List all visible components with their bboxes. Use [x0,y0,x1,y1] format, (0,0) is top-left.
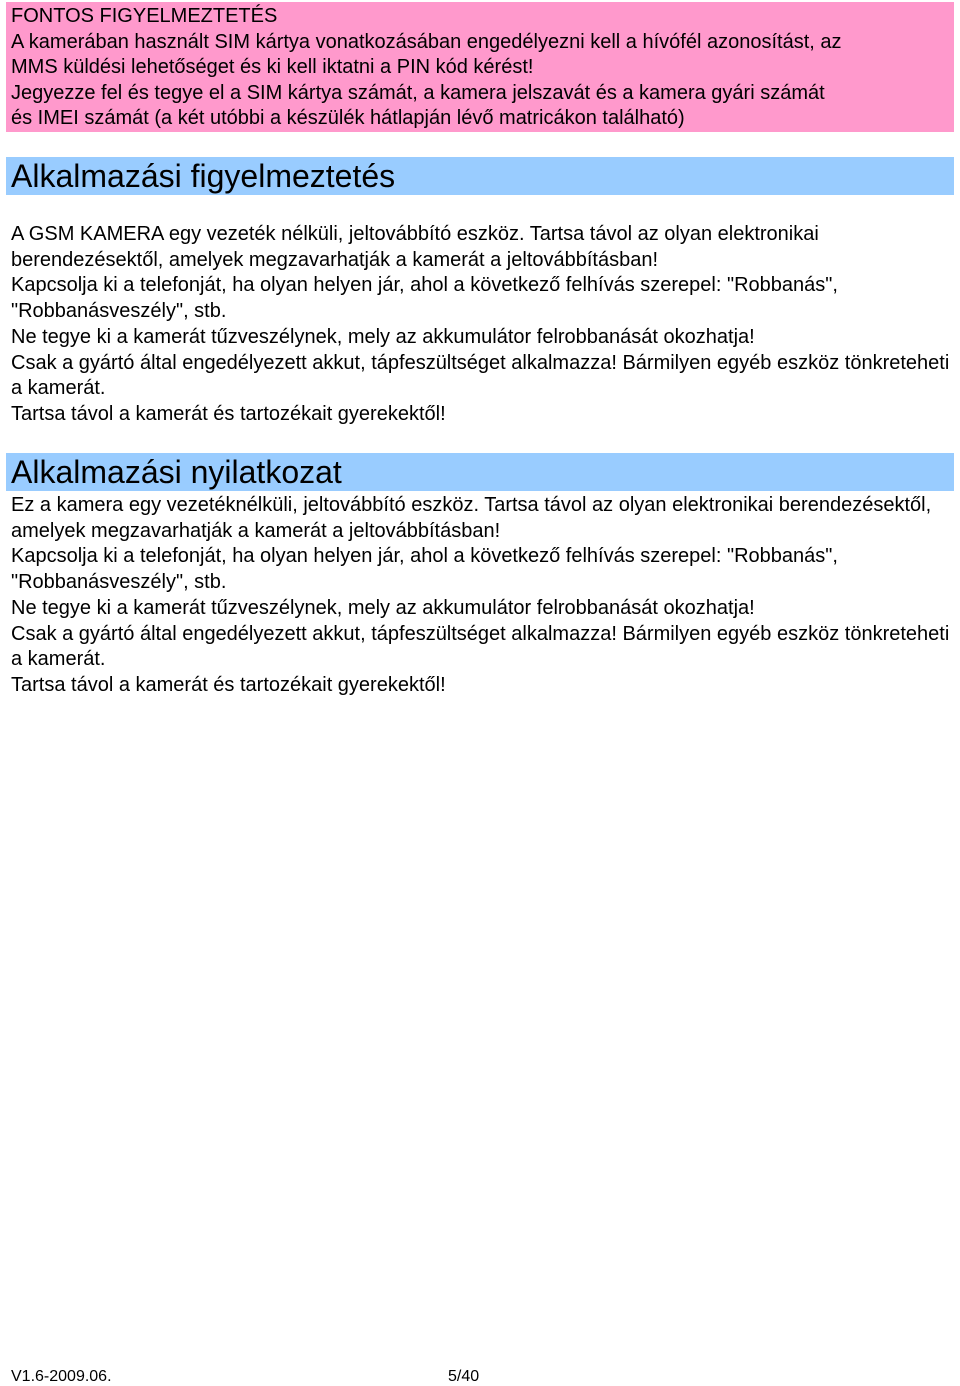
application-warning-paragraph: Ne tegye ki a kamerát tűzveszélynek, mely az akkumulátor felrobbanását okozhatja! [11,325,755,348]
important-notice-title: FONTOS FIGYELMEZTETÉS [11,5,278,27]
application-warning-paragraph: Csak a gyártó által engedélyezett akkut, tápfeszültséget alkalmazza! Bármilyen egyéb eszköz tönkreteheti a kamerát. [11,351,950,400]
application-statement-paragraph: Kapcsolja ki a telefonját, ha olyan helyen jár, ahol a következő felhívás szerepel: "Robbanás", "Robbanásveszély", stb. [11,545,838,594]
application-warning-paragraph: Tartsa távol a kamerát és tartozékait gyerekektől! [11,402,446,425]
application-warning-paragraph: Kapcsolja ki a telefonját, ha olyan helyen jár, ahol a következő felhívás szerepel: "Robbanás", "Robbanásveszély", stb. [11,274,838,323]
application-warning-paragraph: A GSM KAMERA egy vezeték nélküli, jeltovábbító eszköz. Tartsa távol az olyan elektronikai berendezésektől, amelyek megzavarhatják a kamerát a jeltovábbításban! [11,223,819,271]
application-statement-heading: Alkalmazási nyilatkozat [6,453,954,491]
footer-version: V1.6-2009.06. [11,1368,112,1385]
application-warning-section [11,222,951,428]
important-notice-line: A kamerában használt SIM kártya vonatkozásában engedélyezni kell a hívófél azonosítást, az [11,30,842,53]
application-statement-section [11,493,951,699]
application-statement-paragraph: Tartsa távol a kamerát és tartozékait gyerekektől! [11,673,446,696]
important-notice-line: MMS küldési lehetőséget és ki kell iktatni a PIN kód kérést! [11,56,534,79]
application-statement-paragraph: Ne tegye ki a kamerát tűzveszélynek, mely az akkumulátor felrobbanását okozhatja! [11,596,755,619]
important-notice-line: és IMEI számát (a két utóbbi a készülék hátlapján lévő matricákon található) [11,107,685,130]
application-warning-heading: Alkalmazási figyelmeztetés [6,157,954,195]
application-statement-paragraph: Csak a gyártó által engedélyezett akkut, tápfeszültséget alkalmazza! Bármilyen egyéb eszköz tönkreteheti a kamerát. [11,622,950,671]
important-notice-box [6,2,954,132]
important-notice-line: Jegyezze fel és tegye el a SIM kártya számát, a kamera jelszavát és a kamera gyári számát [11,81,825,104]
footer-page-number: 5/40 [448,1368,480,1385]
application-statement-paragraph: Ez a kamera egy vezetéknélküli, jeltovábbító eszköz. Tartsa távol az olyan elektronikai berendezésektől, amelyek megzavarhatják a kamerát a jeltovábbításban! [11,494,932,542]
